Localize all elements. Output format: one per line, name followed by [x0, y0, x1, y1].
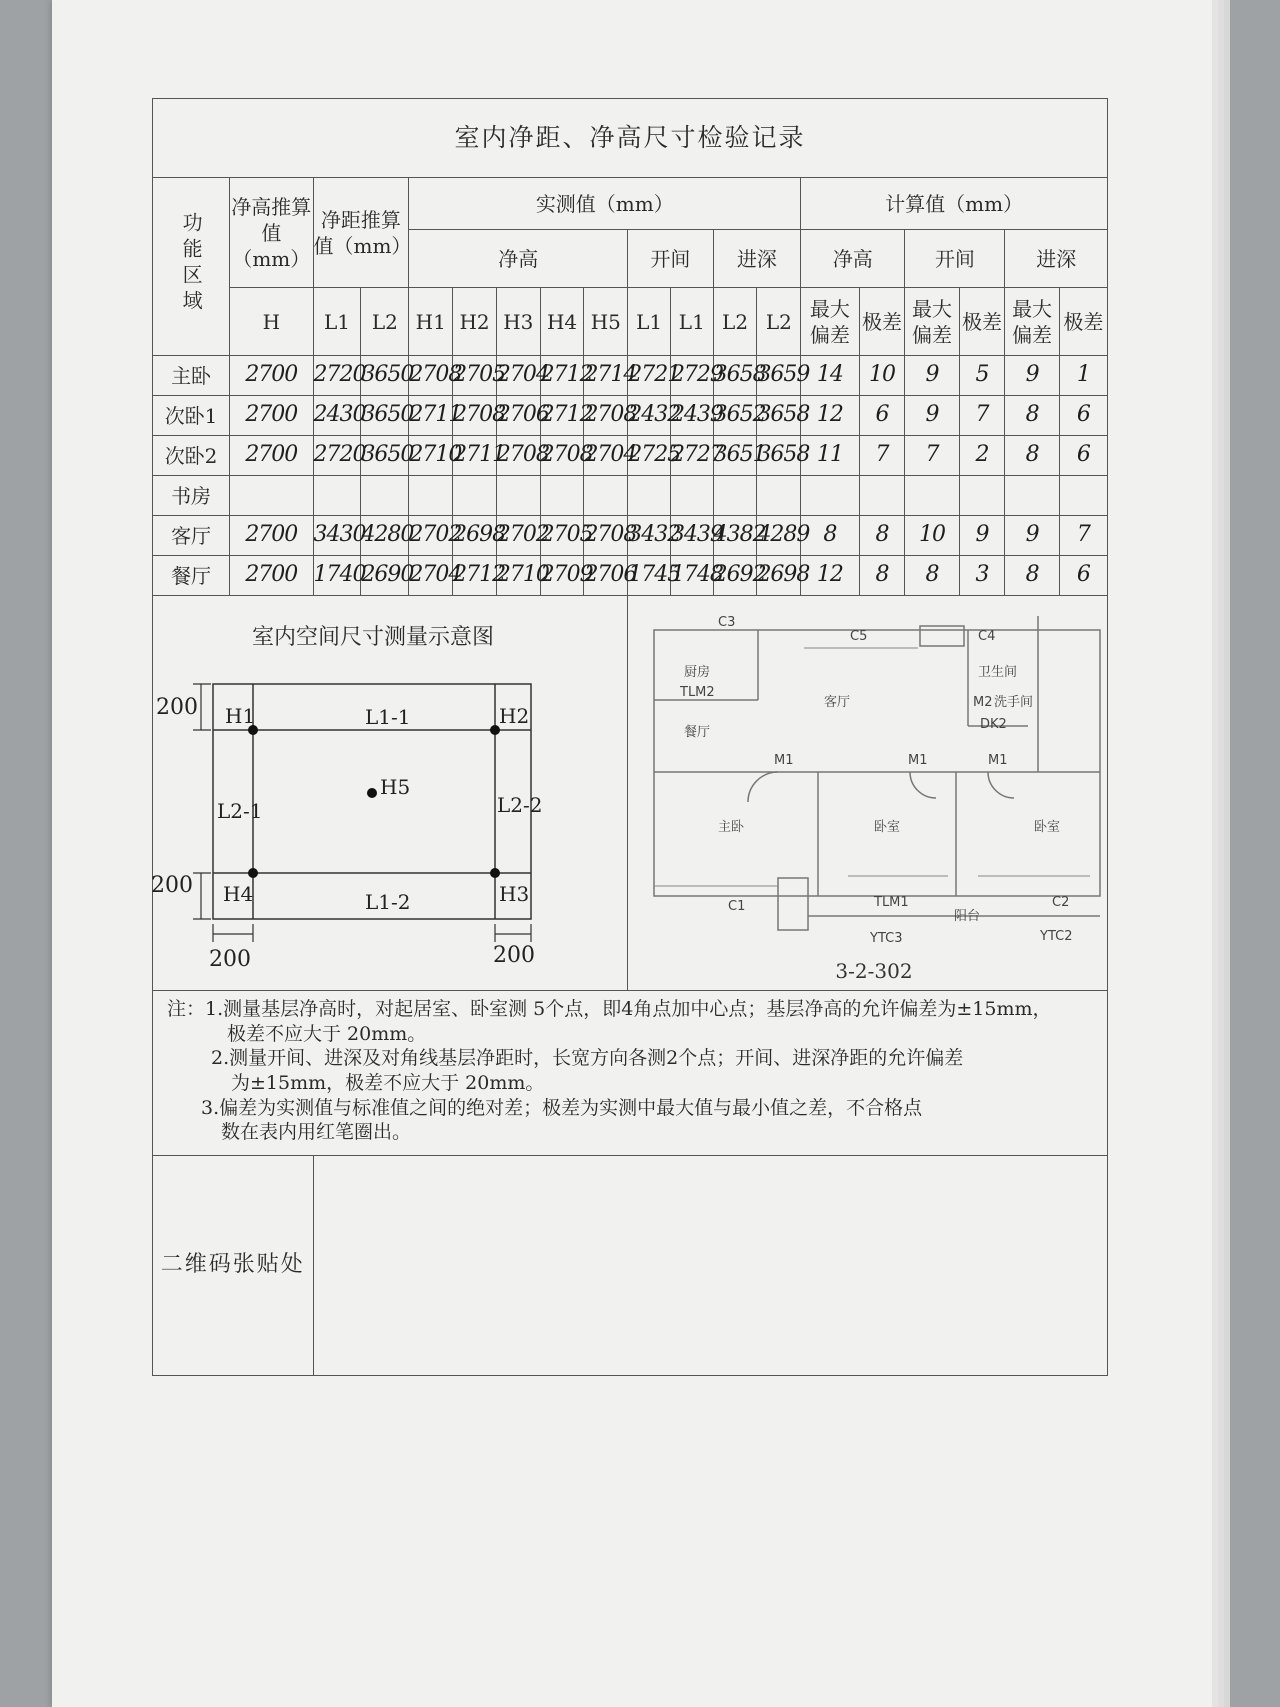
table-cell: 9: [959, 516, 1005, 556]
header-depth: 进深: [713, 230, 801, 288]
col-max-dev-depth: 最大偏差: [1005, 288, 1059, 356]
header-area: 功能区域: [153, 178, 230, 356]
table-cell: 8: [801, 516, 859, 556]
floor-plan: [628, 596, 1140, 986]
table-cell: 2710: [496, 556, 540, 596]
plan-c5: C5: [850, 629, 868, 644]
header-calculated: 计算值（mm）: [801, 178, 1108, 230]
table-cell: [584, 476, 628, 516]
plan-dining: 餐厅: [684, 725, 711, 740]
table-cell: 14: [801, 356, 859, 396]
label-l1-2: L1-2: [365, 890, 411, 914]
col-h4: H4: [540, 288, 584, 356]
table-cell: 8: [859, 516, 905, 556]
label-h3: H3: [499, 882, 530, 906]
table-cell: 2690: [361, 556, 409, 596]
table-cell: 3650: [361, 436, 409, 476]
table-cell: 8: [1005, 396, 1059, 436]
table-cell: 2702: [496, 516, 540, 556]
table-cell: 2721: [628, 356, 671, 396]
plan-ytc2: YTC2: [1040, 929, 1073, 944]
table-cell: 8: [1005, 556, 1059, 596]
table-cell: 3652: [713, 396, 757, 436]
col-range-bay: 极差: [959, 288, 1005, 356]
plan-m1b: M1: [908, 753, 928, 768]
col-h3: H3: [496, 288, 540, 356]
table-cell: 1745: [628, 556, 671, 596]
table-row: [153, 356, 1108, 396]
table-cell: 2712: [540, 356, 584, 396]
table-cell: [959, 476, 1005, 516]
plan-m1a: M1: [774, 753, 794, 768]
table-cell: 12: [801, 556, 859, 596]
table-cell: 8: [905, 556, 959, 596]
inspection-form: [152, 98, 1108, 1376]
table-cell: 7: [859, 436, 905, 476]
table-cell: [628, 476, 671, 516]
dim-200-right: 200: [493, 943, 535, 968]
table-cell: 2711: [409, 396, 453, 436]
table-cell: 2712: [540, 396, 584, 436]
form-title: 室内净距、净高尺寸检验记录: [153, 99, 1108, 178]
table-cell: [757, 476, 801, 516]
point-h5: [367, 788, 377, 798]
plan-c4: C4: [978, 629, 996, 644]
table-cell: 2708: [453, 396, 497, 436]
table-cell: [230, 476, 313, 516]
plan-wash: 洗手间: [994, 695, 1034, 710]
table-cell: [1005, 476, 1059, 516]
table-cell: 7: [1059, 516, 1107, 556]
note-2a: 2.测量开间、进深及对角线基层净距时，长宽方向各测2个点；开间、进深净距的允许偏差: [211, 1047, 964, 1070]
header-bay: 开间: [628, 230, 713, 288]
table-cell: [801, 476, 859, 516]
table-cell: 2708: [496, 436, 540, 476]
plan-kitchen: 厨房: [684, 665, 711, 680]
table-row: [153, 556, 1108, 596]
table-cell: 7: [905, 436, 959, 476]
col-max-dev-bay: 最大偏差: [905, 288, 959, 356]
table-cell: 9: [1005, 516, 1059, 556]
table-cell: [313, 476, 361, 516]
table-cell: [859, 476, 905, 516]
col-h2: H2: [453, 288, 497, 356]
table-cell: 2702: [409, 516, 453, 556]
note-1b: 极差不应大于 20mm。: [227, 1022, 427, 1045]
table-cell: 3430: [313, 516, 361, 556]
table-cell: 3658: [757, 396, 801, 436]
measurement-diagram-cell: [153, 596, 628, 991]
table-cell: 2706: [496, 396, 540, 436]
table-cell: [361, 476, 409, 516]
table-cell: 2439: [670, 396, 713, 436]
table-cell: 11: [801, 436, 859, 476]
table-cell: 3650: [361, 396, 409, 436]
table-cell: [496, 476, 540, 516]
row-area-label: 次卧2: [153, 436, 230, 476]
dim-200-left: 200: [209, 947, 251, 972]
header-net-height: 净高: [409, 230, 628, 288]
note-3b: 数在表内用红笔圈出。: [221, 1121, 412, 1144]
header-calc-depth: 进深: [1005, 230, 1108, 288]
table-cell: 2706: [584, 556, 628, 596]
table-cell: 1748: [670, 556, 713, 596]
plan-toilet: 卫生间: [978, 665, 1018, 680]
row-area-label: 书房: [153, 476, 230, 516]
measurement-diagram: [153, 596, 593, 986]
table-cell: 12: [801, 396, 859, 436]
col-l1: L1: [313, 288, 361, 356]
row-area-label: 主卧: [153, 356, 230, 396]
plan-c3: C3: [718, 615, 736, 630]
qr-paste-area: [313, 1156, 1108, 1376]
table-cell: 2708: [409, 356, 453, 396]
plan-m2: M2: [973, 695, 993, 710]
plan-tlm1: TLM1: [874, 895, 909, 910]
plan-living: 客厅: [824, 695, 851, 710]
plan-c1: C1: [728, 899, 746, 914]
header-calc-net-height: 净高: [801, 230, 905, 288]
table-cell: 2704: [584, 436, 628, 476]
plan-c2: C2: [1052, 895, 1070, 910]
table-cell: 2720: [313, 356, 361, 396]
col-max-dev-height: 最大偏差: [801, 288, 859, 356]
plan-bed1: 卧室: [874, 820, 901, 835]
plan-master: 主卧: [718, 820, 745, 835]
plan-bed2: 卧室: [1034, 820, 1061, 835]
plan-dk2: DK2: [980, 717, 1008, 732]
col-range-depth: 极差: [1059, 288, 1107, 356]
table-cell: [670, 476, 713, 516]
note-1a: 注：1.测量基层净高时，对起居室、卧室测 5个点，即4角点加中心点；基层净高的允许偏差为±15mm，: [167, 998, 1052, 1020]
table-cell: [1059, 476, 1107, 516]
label-h4: H4: [223, 882, 254, 906]
table-cell: 9: [905, 356, 959, 396]
row-area-label: 客厅: [153, 516, 230, 556]
plan-balcony: 阳台: [954, 909, 981, 924]
table-cell: 5: [959, 356, 1005, 396]
table-cell: 2698: [757, 556, 801, 596]
table-cell: 2700: [230, 436, 313, 476]
header-span-est: 净距推算值（mm）: [313, 178, 409, 288]
table-cell: 2709: [540, 556, 584, 596]
col-depth-l2b: L2: [757, 288, 801, 356]
note-3a: 3.偏差为实测值与标准值之间的绝对差；极差为实测中最大值与最小值之差，不合格点: [201, 1096, 923, 1119]
table-cell: [905, 476, 959, 516]
table-cell: 2698: [453, 516, 497, 556]
table-cell: 2708: [584, 396, 628, 436]
table-cell: 8: [1005, 436, 1059, 476]
table-cell: 6: [1059, 396, 1107, 436]
table-cell: 2: [959, 436, 1005, 476]
header-height-est: 净高推算值（mm）: [230, 178, 313, 288]
measurement-rows: [153, 356, 1108, 596]
col-bay-l1a: L1: [628, 288, 671, 356]
table-cell: 2704: [409, 556, 453, 596]
table-row: [153, 516, 1108, 556]
table-cell: 2710: [409, 436, 453, 476]
plan-m1c: M1: [988, 753, 1008, 768]
table-cell: 2700: [230, 516, 313, 556]
label-l2-1: L2-1: [217, 799, 263, 823]
plan-ytc3: YTC3: [870, 931, 903, 946]
table-cell: 2692: [713, 556, 757, 596]
col-h1: H1: [409, 288, 453, 356]
table-cell: 2700: [230, 356, 313, 396]
inspection-table: [152, 98, 1108, 1376]
table-cell: 2432: [628, 396, 671, 436]
notes-section: [153, 991, 1108, 1156]
table-cell: 3650: [361, 356, 409, 396]
row-area-label: 次卧1: [153, 396, 230, 436]
table-cell: 4382: [713, 516, 757, 556]
table-cell: 2705: [453, 356, 497, 396]
table-row: [153, 476, 1108, 516]
table-cell: 2712: [453, 556, 497, 596]
header-calc-bay: 开间: [905, 230, 1005, 288]
note-2b: 为±15mm，极差不应大于 20mm。: [231, 1072, 545, 1095]
table-cell: 9: [905, 396, 959, 436]
col-h5: H5: [584, 288, 628, 356]
table-cell: 2708: [584, 516, 628, 556]
table-cell: [540, 476, 584, 516]
table-cell: 3658: [713, 356, 757, 396]
table-cell: 2700: [230, 556, 313, 596]
table-cell: 10: [859, 356, 905, 396]
table-cell: 2704: [496, 356, 540, 396]
floor-plan-cell: [628, 596, 1108, 991]
table-cell: 3: [959, 556, 1005, 596]
table-row: [153, 436, 1108, 476]
point-h4: [248, 868, 258, 878]
table-cell: 2711: [453, 436, 497, 476]
table-cell: [713, 476, 757, 516]
table-cell: 2430: [313, 396, 361, 436]
col-depth-l2a: L2: [713, 288, 757, 356]
label-h2: H2: [499, 704, 530, 728]
table-cell: 7: [959, 396, 1005, 436]
dim-200-top: 200: [156, 695, 198, 720]
col-range-height: 极差: [859, 288, 905, 356]
table-cell: 1: [1059, 356, 1107, 396]
table-cell: 4289: [757, 516, 801, 556]
table-cell: 3659: [757, 356, 801, 396]
diagram-title: 室内空间尺寸测量示意图: [251, 625, 495, 650]
table-cell: 2700: [230, 396, 313, 436]
table-cell: 2714: [584, 356, 628, 396]
label-l2-2: L2-2: [497, 793, 543, 817]
plan-unit-number: 3-2-302: [835, 959, 913, 983]
label-h1: H1: [225, 704, 256, 728]
table-cell: 3651: [713, 436, 757, 476]
table-cell: 2727: [670, 436, 713, 476]
table-cell: 2729: [670, 356, 713, 396]
col-bay-l1b: L1: [670, 288, 713, 356]
table-cell: 8: [859, 556, 905, 596]
col-h: H: [230, 288, 313, 356]
table-cell: [453, 476, 497, 516]
table-cell: 2705: [540, 516, 584, 556]
table-cell: 2720: [313, 436, 361, 476]
dim-200-bottom: 200: [151, 873, 193, 898]
label-l1-1: L1-1: [365, 705, 411, 729]
point-h3: [490, 868, 500, 878]
row-area-label: 餐厅: [153, 556, 230, 596]
label-h5: H5: [380, 775, 411, 799]
table-cell: 3439: [670, 516, 713, 556]
table-cell: 3432: [628, 516, 671, 556]
table-cell: 6: [1059, 436, 1107, 476]
table-cell: 2725: [628, 436, 671, 476]
table-cell: 4280: [361, 516, 409, 556]
table-cell: 6: [1059, 556, 1107, 596]
plan-tlm2: TLM2: [680, 685, 715, 700]
table-cell: 2708: [540, 436, 584, 476]
header-measured: 实测值（mm）: [409, 178, 801, 230]
qr-label: 二维码张贴处: [153, 1156, 314, 1376]
table-cell: 9: [1005, 356, 1059, 396]
table-cell: [409, 476, 453, 516]
table-cell: 3658: [757, 436, 801, 476]
col-l2: L2: [361, 288, 409, 356]
table-cell: 1740: [313, 556, 361, 596]
table-cell: 10: [905, 516, 959, 556]
table-cell: 6: [859, 396, 905, 436]
table-row: [153, 396, 1108, 436]
